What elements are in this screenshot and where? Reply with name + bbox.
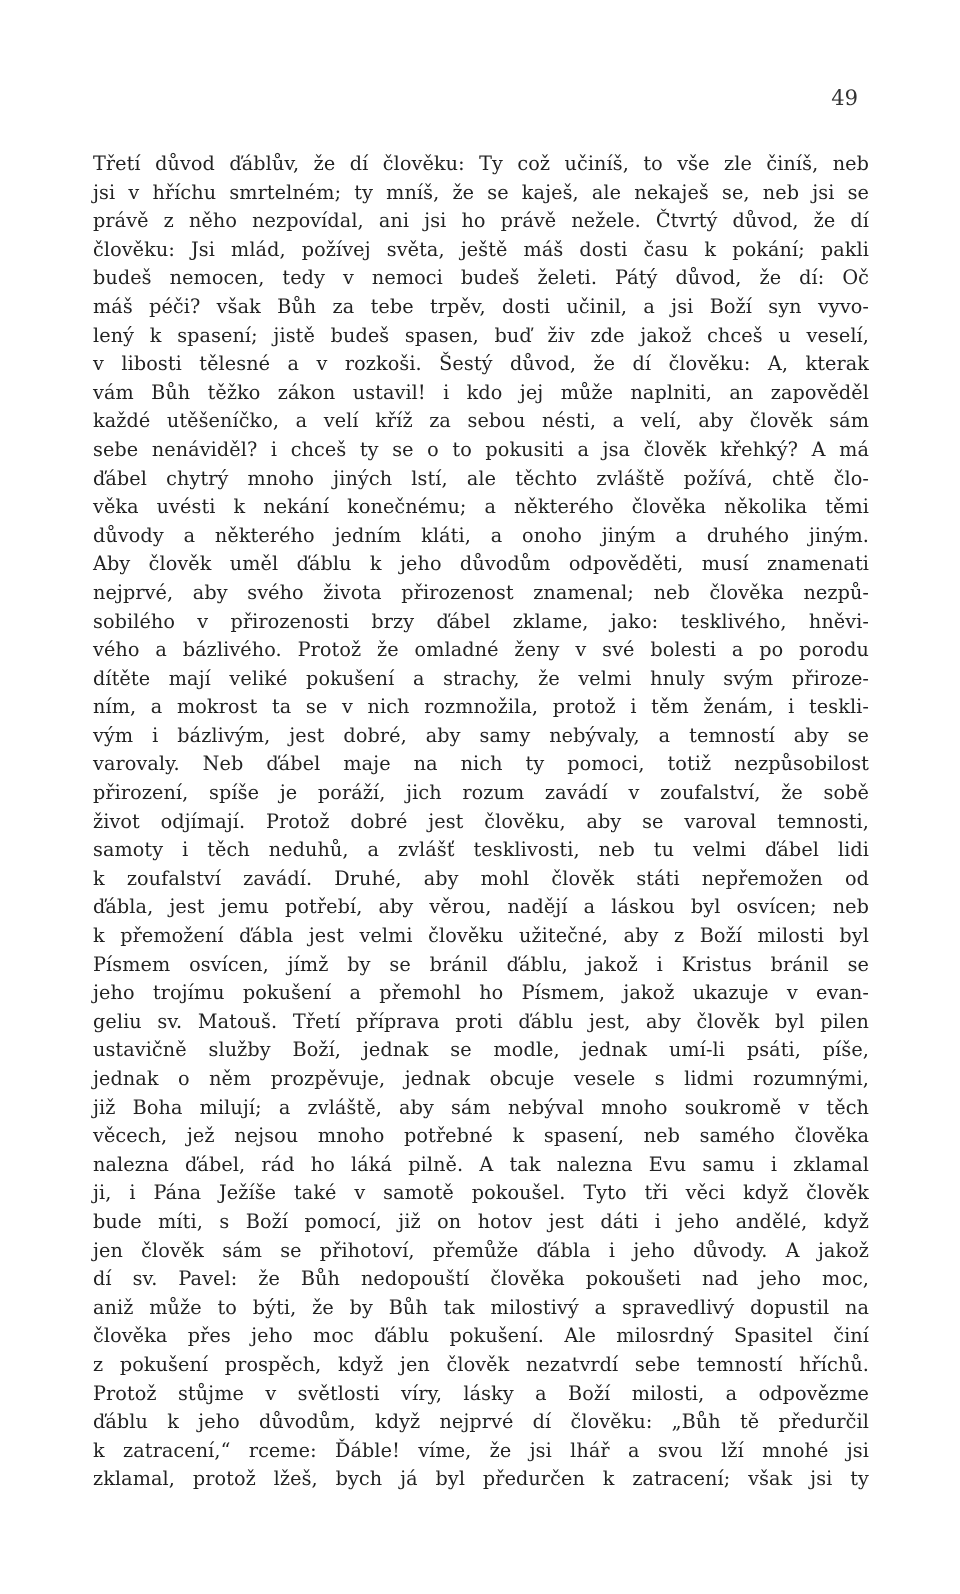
- text-line: k zatracení,“ rceme: Ďáble! víme, že jsi lhář a svou lží mnohé jsi: [93, 1438, 869, 1462]
- text-line: dítěte mají veliké pokušení a strachy, že velmi hnuly svým přiroze-: [93, 666, 869, 690]
- text-line: sobilého v přirozenosti brzy ďábel zklame, jako: tesklivého, hněvi-: [93, 609, 869, 633]
- text-line: nalezna ďábel, rád ho láká pilně. A tak nalezna Evu samu i zklamal: [93, 1152, 869, 1176]
- text-line: samoty i těch neduhů, a zvlášť tesklivosti, neb tu velmi ďábel lidi: [93, 838, 869, 862]
- text-line: zklamal, protož lžeš, bych já byl předurčen k zatracení; však jsi ty: [93, 1467, 869, 1491]
- text-line: ním, a mokrost ta se v nich rozmnožila, protož i těm ženám, i teskli-: [93, 695, 869, 719]
- text-line: lený k spasení; jistě budeš spasen, buď živ zde jakož chceš u veselí,: [93, 323, 869, 347]
- text-line: vám Bůh těžko zákon ustavil! i kdo jej může naplniti, an zapověděl: [93, 380, 869, 404]
- text-line: vým i bázlivým, jest dobré, aby samy nebývaly, a temností aby se: [93, 723, 869, 747]
- text-line: vého a bázlivého. Protož že omladné ženy v své bolesti a po porodu: [93, 638, 869, 662]
- text-line: nejprvé, aby svého života přirozenost znamenal; neb člověka nezpů-: [93, 580, 869, 604]
- text-line: ďáblu k jeho důvodům, když nejprvé dí člověku: „Bůh tě předurčil: [93, 1410, 869, 1434]
- text-line: přirození, spíše je poráží, jich rozum zavádí v zoufalství, že sobě: [93, 781, 869, 805]
- text-line: varovaly. Neb ďábel maje na nich ty pomoci, totiž nezpůsobilost: [93, 752, 869, 776]
- text-line: jsi v hříchu smrtelném; ty mníš, že se kaješ, ale nekaješ se, neb jsi se: [93, 180, 869, 204]
- text-line: sebe nenáviděl? i chceš ty se o to pokusiti a jsa člověk křehký? A má: [93, 437, 869, 461]
- text-line: ďábla, jest jemu potřebí, aby věrou, nadějí a láskou byl osvícen; neb: [93, 895, 869, 919]
- text-line: ji, i Pána Ježíše také v samotě pokoušel. Tyto tři věci když člověk: [93, 1181, 869, 1205]
- text-line: jen člověk sám se přihotoví, přemůže ďábla i jeho důvody. A jakož: [93, 1238, 869, 1262]
- text-line: věka uvésti k nekání konečnému; a některého člověka několika těmi: [93, 495, 869, 519]
- text-line: právě z něho nezpovídal, ani jsi ho právě nežele. Čtvrtý důvod, že dí: [93, 209, 869, 233]
- text-line: již Boha milují; a zvláště, aby sám nebýval mnoho soukromě v těch: [93, 1095, 869, 1119]
- text-line: Aby člověk uměl ďáblu k jeho důvodům odpověděti, musí znamenati: [93, 552, 869, 576]
- text-line: člověku: Jsi mlád, požívej světa, ještě máš dosti času k pokání; pakli: [93, 237, 869, 261]
- text-line: k přemožení ďábla jest velmi člověku užitečné, aby z Boží milosti byl: [93, 924, 869, 948]
- page-number: 49: [831, 86, 858, 110]
- text-line: budeš nemocen, tedy v nemoci budeš želeti. Pátý důvod, že dí: Oč: [93, 266, 869, 290]
- text-line: z pokušení prospěch, když jen člověk nezatvrdí sebe temností hříchů.: [93, 1352, 869, 1376]
- text-line: život odjímají. Protož dobré jest člověku, aby se varoval temnosti,: [93, 809, 869, 833]
- text-line: v libosti tělesné a v rozkoši. Šestý důvod, že dí člověku: A, kterak: [93, 352, 869, 376]
- text-line: ustavičně služby Boží, jednak se modle, jednak umí-li psáti, píše,: [93, 1038, 869, 1062]
- text-line: Protož stůjme v světlosti víry, lásky a Boží milosti, a odpovězme: [93, 1381, 869, 1405]
- text-line: Písmem osvícen, jímž by se bránil ďáblu, jakož i Kristus bránil se: [93, 952, 869, 976]
- text-line: věcech, jež nejsou mnoho potřebné k spasení, neb samého člověka: [93, 1124, 869, 1148]
- text-line: člověka přes jeho moc ďáblu pokušení. Ale milosrdný Spasitel činí: [93, 1324, 869, 1348]
- text-line: dí sv. Pavel: že Bůh nedopouští člověka pokoušeti nad jeho moc,: [93, 1267, 869, 1291]
- text-line: bude míti, s Boží pomocí, již on hotov jest dáti i jeho andělé, když: [93, 1209, 869, 1233]
- text-line: jeho trojímu pokušení a přemohl ho Písmem, jakož ukazuje v evan-: [93, 981, 869, 1005]
- text-line: každé utěšeníčko, a velí kříž za sebou nésti, a velí, aby člověk sám: [93, 409, 869, 433]
- body-text: [93, 150, 869, 1494]
- text-line: ďábel chytrý mnoho jiných lstí, ale těchto zvláště požívá, chtě člo-: [93, 466, 869, 490]
- text-line: máš péči? však Bůh za tebe trpěv, dosti učinil, a jsi Boží syn vyvo-: [93, 294, 869, 318]
- text-line: důvody a některého jedním kláti, a onoho jiným a druhého jiným.: [93, 523, 869, 547]
- text-line: k zoufalství zavádí. Druhé, aby mohl člověk státi nepřemožen od: [93, 866, 869, 890]
- text-line: jednak o něm prozpěvuje, jednak obcuje vesele s lidmi rozumnými,: [93, 1067, 869, 1090]
- text-line: aniž může to býti, že by Bůh tak milostivý a spravedlivý dopustil na: [93, 1295, 869, 1319]
- text-line: geliu sv. Matouš. Třetí příprava proti ďáblu jest, aby člověk byl pilen: [93, 1009, 869, 1033]
- text-line: Třetí důvod ďáblův, že dí člověku: Ty což učiníš, to vše zle činíš, neb: [93, 152, 869, 175]
